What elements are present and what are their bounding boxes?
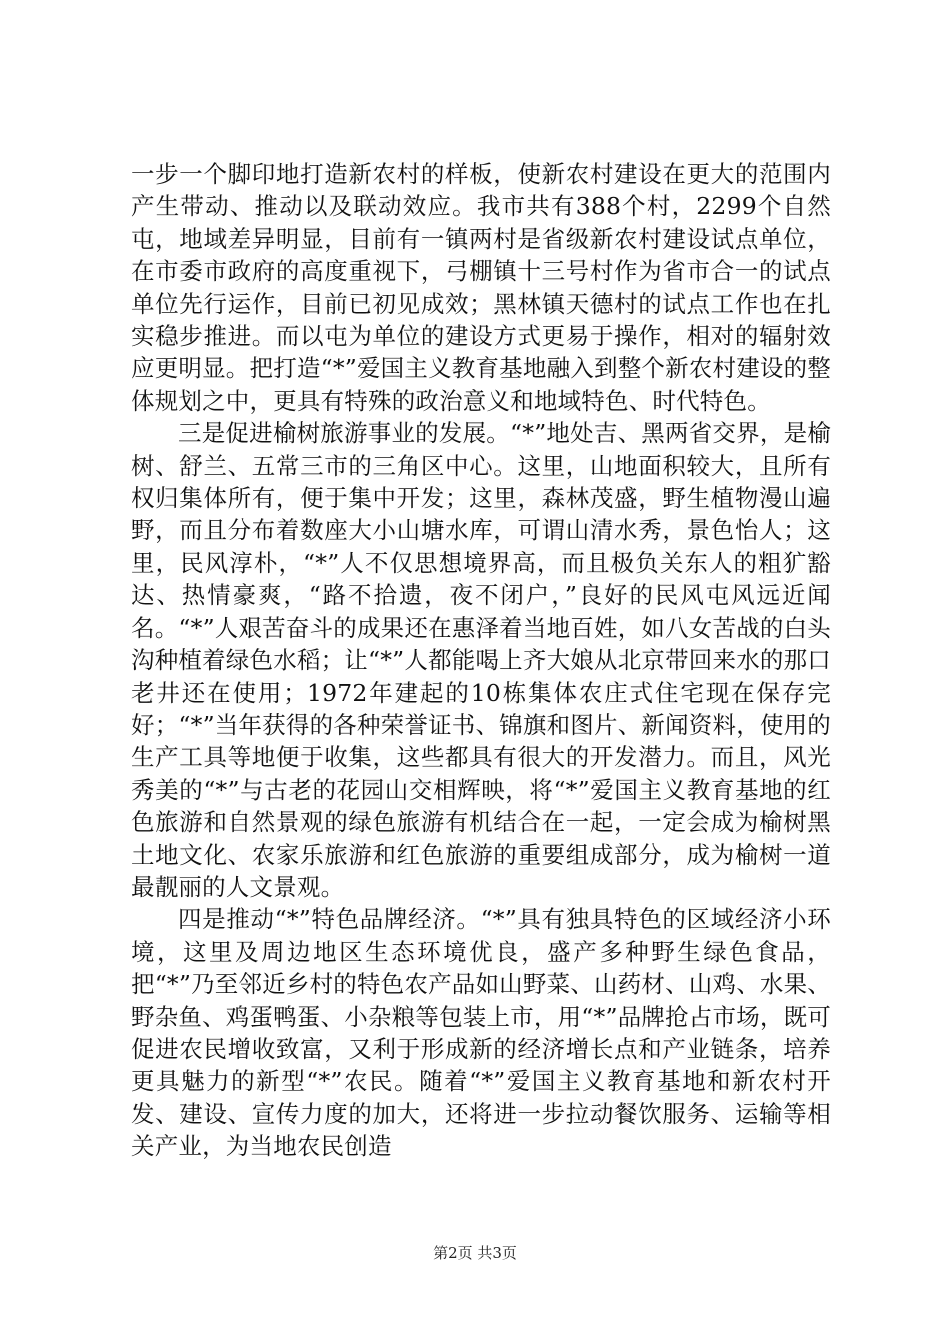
document-body	[131, 158, 831, 1163]
page-number-label: 第2页 共3页	[433, 1244, 517, 1262]
paragraph-brand-economy: 四是推动“*”特色品牌经济。“*”具有独具特色的区域经济小环境，这里及周边地区生态环境优良，盛产多种野生绿色食品，把“*”乃至邻近乡村的特色农产品如山野菜、山药材、山鸡、水果、野杂鱼、鸡蛋鸭蛋、小杂粮等包装上市，用“*”品牌抢占市场，既可促进农民增收致富，又利于形成新的经济增长点和产业链条，培养更具魅力的新型“*”农民。随着“*”爱国主义教育基地和新农村开发、建设、宣传力度的加大，还将进一步拉动餐饮服务、运输等相关产业，为当地农民创造	[131, 905, 831, 1161]
page-footer	[0, 1243, 950, 1263]
paragraph-tourism: 三是促进榆树旅游事业的发展。“*”地处吉、黑两省交界，是榆树、舒兰、五常三市的三角区中心。这里，山地面积较大，且所有权归集体所有，便于集中开发；这里，森林茂盛，野生植物漫山遍野，而且分布着数座大小山塘水库，可谓山清水秀，景色怡人；这里，民风淳朴，“*”人不仅思想境界高，而且极负关东人的粗犷豁达、热情豪爽，“路不拾遗，夜不闭户，”良好的民风屯风远近闻名。“*”人艰苦奋斗的成果还在惠泽着当地百姓，如八女苦战的白头沟种植着绿色水稻；让“*”人都能喝上齐大娘从北京带回来水的那口老井还在使用；1972年建起的10栋集体农庄式住宅现在保存完好；“*”当年获得的各种荣誉证书、锦旗和图片、新闻资料，使用的生产工具等地便于收集，这些都具有很大的开发潜力。而且，风光秀美的“*”与古老的花园山交相辉映，将“*”爱国主义教育基地的红色旅游和自然景观的绿色旅游有机结合在一起，一定会成为榆树黑土地文化、农家乐旅游和红色旅游的重要组成部分，成为榆树一道最靓丽的人文景观。	[131, 419, 831, 901]
paragraph-continuation: 一步一个脚印地打造新农村的样板，使新农村建设在更大的范围内产生带动、推动以及联动效应。我市共有388个村，2299个自然屯，地域差异明显，目前有一镇两村是省级新农村建设试点单位，在市委市政府的高度重视下，弓棚镇十三号村作为省市合一的试点单位先行运作，目前已初见成效；黑林镇天德村的试点工作也在扎实稳步推进。而以屯为单位的建设方式更易于操作，相对的辐射效应更明显。把打造“*”爱国主义教育基地融入到整个新农村建设的整体规划之中，更具有特殊的政治意义和地域特色、时代特色。	[131, 160, 831, 415]
